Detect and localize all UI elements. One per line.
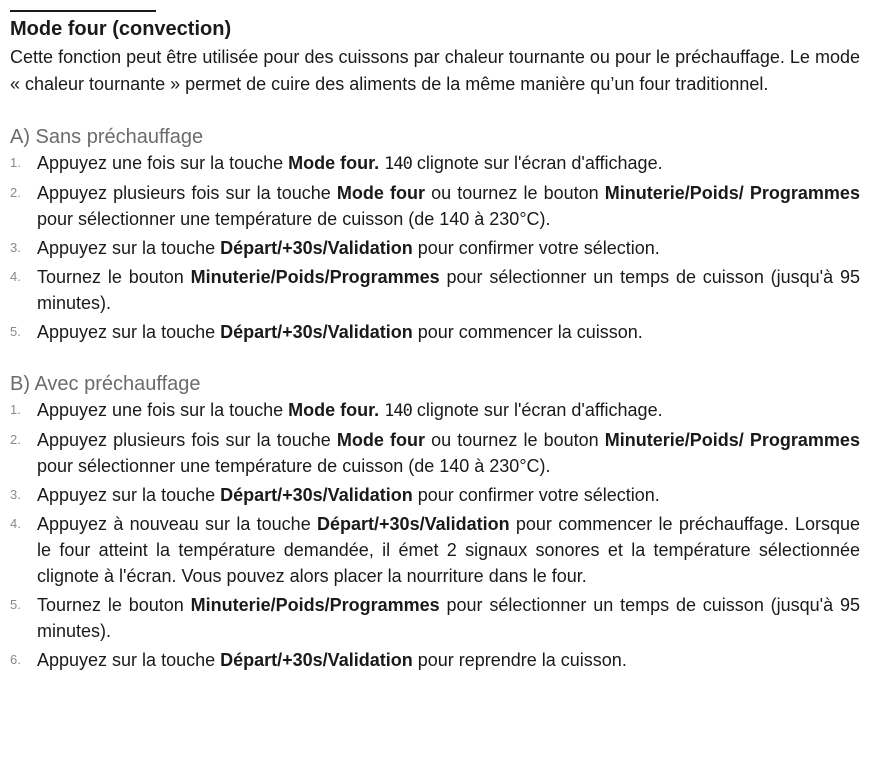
section-a-heading: A) Sans préchauffage [10, 126, 204, 148]
key-name: Départ/+30s/Validation [220, 238, 413, 258]
list-item: 1. Appuyez une fois sur la touche Mode four. 140 clignote sur l'écran d'affichage. [10, 397, 860, 424]
step-number: 2. [10, 185, 21, 200]
display-readout: 140 [384, 154, 412, 174]
section-title: Mode four (convection) [10, 18, 232, 40]
key-name: Mode four. [288, 153, 380, 173]
key-name: Départ/+30s/Validation [317, 514, 510, 534]
key-name: Départ/+30s/Validation [220, 322, 413, 342]
list-item: 6. Appuyez sur la touche Départ/+30s/Validation pour reprendre la cuisson. [10, 647, 860, 673]
list-item: 2. Appuyez plusieurs fois sur la touche Mode four ou tournez le bouton Minuterie/Poids/ Programmes pour sélectionner une température de cuisson (de 140 à 230°C). [10, 180, 860, 232]
step-number: 5. [10, 324, 21, 339]
step-number: 4. [10, 269, 21, 284]
knob-name: Minuterie/Poids/Programmes [190, 267, 440, 287]
step-number: 3. [10, 487, 21, 502]
knob-name: Minuterie/Poids/Programmes [190, 595, 440, 615]
title-rule [10, 10, 156, 12]
list-item: 3. Appuyez sur la touche Départ/+30s/Validation pour confirmer votre sélection. [10, 482, 860, 508]
list-item: 5. Tournez le bouton Minuterie/Poids/Programmes pour sélectionner un temps de cuisson (jusqu'à 95 minutes). [10, 592, 860, 644]
knob-name: Minuterie/Poids/ Programmes [604, 183, 860, 203]
step-number: 5. [10, 597, 21, 612]
key-name: Mode four [336, 430, 426, 450]
key-name: Mode four [336, 183, 426, 203]
section-b-heading: B) Avec préchauffage [10, 373, 201, 395]
section-b-steps [10, 397, 860, 673]
list-item: 3. Appuyez sur la touche Départ/+30s/Validation pour confirmer votre sélection. [10, 235, 860, 261]
key-name: Mode four. [288, 400, 380, 420]
list-item: 4. Tournez le bouton Minuterie/Poids/Programmes pour sélectionner un temps de cuisson (jusqu'à 95 minutes). [10, 264, 860, 316]
step-number: 1. [10, 402, 21, 417]
step-number: 4. [10, 516, 21, 531]
list-item: 5. Appuyez sur la touche Départ/+30s/Validation pour commencer la cuisson. [10, 319, 860, 345]
list-item: 1. Appuyez une fois sur la touche Mode four. 140 clignote sur l'écran d'affichage. [10, 150, 860, 177]
key-name: Départ/+30s/Validation [220, 485, 413, 505]
section-a-steps [10, 150, 860, 345]
list-item: 4. Appuyez à nouveau sur la touche Départ/+30s/Validation pour commencer le préchauffage. Lorsque le four atteint la température demandée, il émet 2 signaux sonores et la température sélectionnée clignote à l'écran. Vous pouvez alors placer la nourriture dans le four. [10, 511, 860, 589]
knob-name: Minuterie/Poids/ Programmes [604, 430, 860, 450]
step-number: 1. [10, 155, 21, 170]
step-number: 6. [10, 652, 21, 667]
step-number: 3. [10, 240, 21, 255]
key-name: Départ/+30s/Validation [220, 650, 413, 670]
intro-paragraph: Cette fonction peut être utilisée pour des cuissons par chaleur tournante ou pour le préchauffage. Le mode « chaleur tournante » permet de cuire des aliments de la même manière qu’un four traditionnel. [10, 47, 860, 94]
step-number: 2. [10, 432, 21, 447]
list-item: 2. Appuyez plusieurs fois sur la touche Mode four ou tournez le bouton Minuterie/Poids/ Programmes pour sélectionner une température de cuisson (de 140 à 230°C). [10, 427, 860, 479]
display-readout: 140 [384, 401, 412, 421]
